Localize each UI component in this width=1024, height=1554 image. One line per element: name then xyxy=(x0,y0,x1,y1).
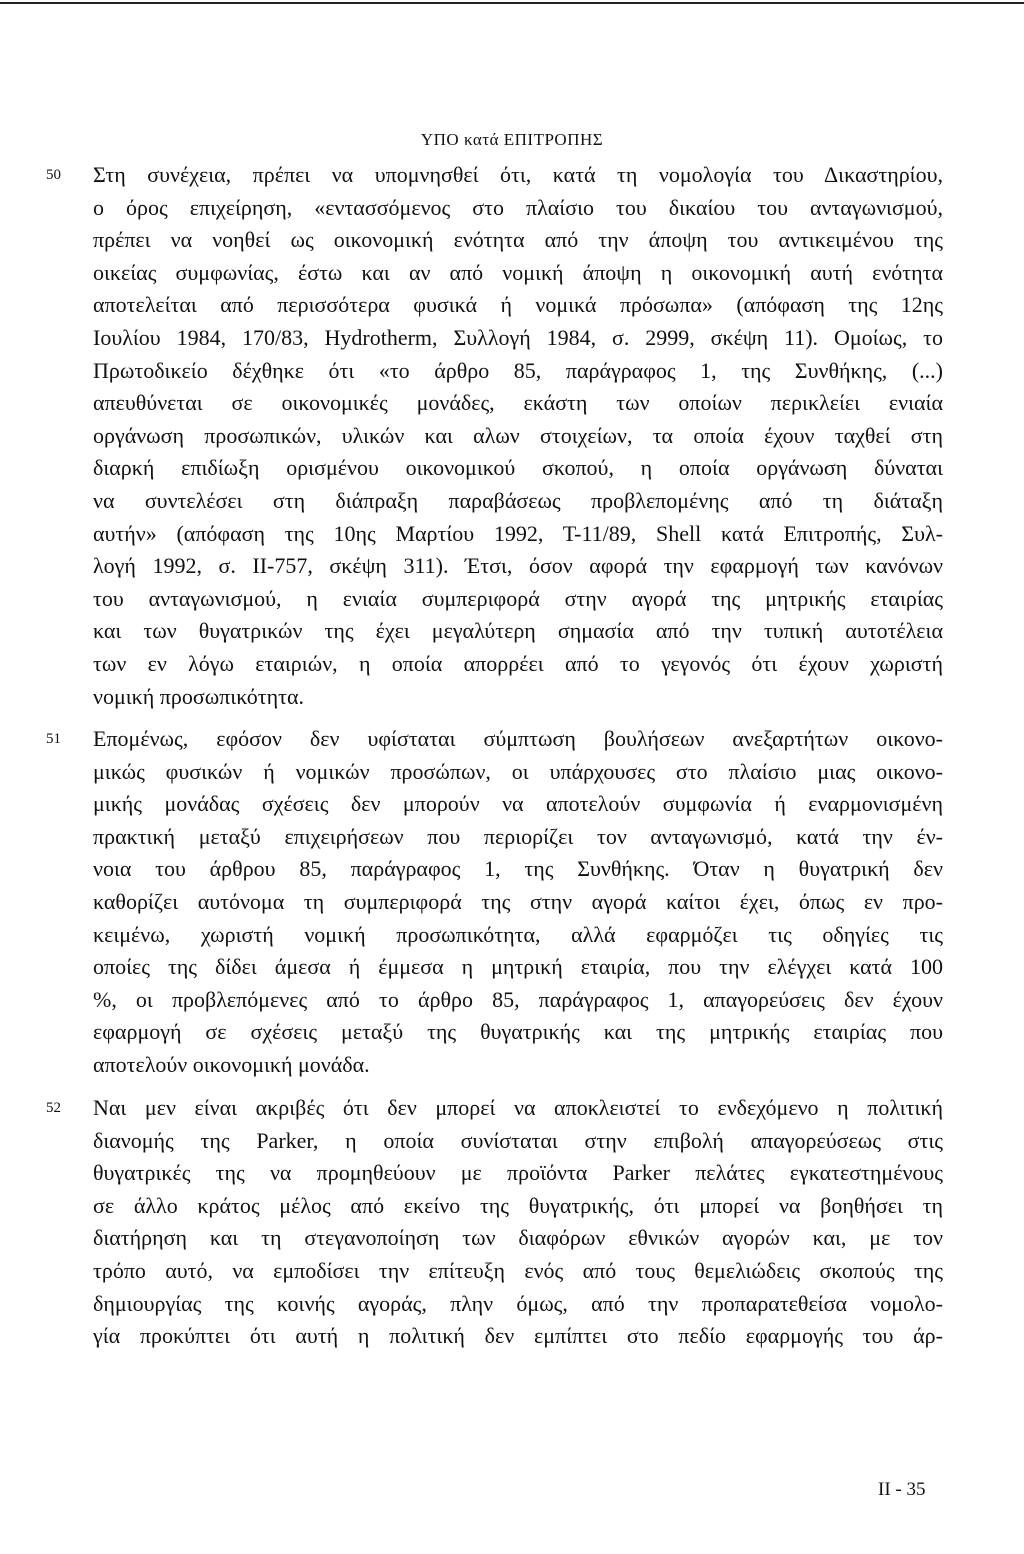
text-line: διατήρηση και τη στεγανοποίηση των διαφόρων εθνικών αγορών και, με τον xyxy=(93,1225,943,1251)
text-line: νοια του άρθρου 85, παράγραφος 1, της Συνθήκης. Όταν η θυγατρική δεν xyxy=(93,856,943,882)
text-line: οικείας συμφωνίας, έστω και αν από νομική άποψη η οικονομική αυτή ενότητα xyxy=(93,259,943,285)
text-line: καθορίζει αυτόνομα τη συμπεριφορά της στην αγορά καίτοι έχει, όπως εν προ- xyxy=(93,888,943,914)
top-rule xyxy=(0,2,1024,4)
paragraph-number: 52 xyxy=(46,1100,61,1116)
paragraph-number: 51 xyxy=(46,731,61,747)
text-line: διανομής της Parker, η οποία συνίσταται στην επιβολή απαγορεύσεως στις xyxy=(93,1127,943,1153)
paragraph-number: 50 xyxy=(46,167,61,183)
text-line: νομική προσωπικότητα. xyxy=(93,683,305,709)
text-line: του ανταγωνισμού, η ενιαία συμπεριφορά στην αγορά της μητρικής εταιρίας xyxy=(93,585,943,611)
text-line: εφαρμογή σε σχέσεις μεταξύ της θυγατρικής και της μητρικής εταιρίας που xyxy=(93,1019,943,1045)
text-line: διαρκή επιδίωξη ορισμένου οικονομικού σκοπού, η οποία οργάνωση δύναται xyxy=(93,455,943,481)
text-line: Πρωτοδικείο δέχθηκε ότι «το άρθρο 85, παράγραφος 1, της Συνθήκης, (...) xyxy=(93,357,943,383)
text-line: γία προκύπτει ότι αυτή η πολιτική δεν εμπίπτει στο πεδίο εφαρμογής του άρ- xyxy=(93,1323,943,1349)
text-line: πρακτική μεταξύ επιχειρήσεων που περιορίζει τον ανταγωνισμό, κατά την έν- xyxy=(93,823,943,849)
paragraph-text xyxy=(93,1092,943,1353)
text-line: μικής μονάδας σχέσεις δεν μπορούν να αποτελούν συμφωνία ή εναρμονισμένη xyxy=(93,791,943,817)
text-line: οποίες της δίδει άμεσα ή έμμεσα η μητρική εταιρία, που την ελέγχει κατά 100 xyxy=(93,954,943,980)
page-number: II - 35 xyxy=(878,1479,926,1500)
text-line: Στη συνέχεια, πρέπει να υπομνησθεί ότι, κατά τη νομολογία του Δικαστηρίου, xyxy=(93,162,943,187)
text-line: αποτελείται από περισσότερα φυσικά ή νομικά πρόσωπα» (απόφαση της 12ης xyxy=(93,292,943,318)
paragraph-text xyxy=(93,159,943,713)
text-line: λογή 1992, σ. II-757, σκέψη 311). Έτσι, όσον αφορά την εφαρμογή των κανόνων xyxy=(93,553,943,579)
text-line: %, οι προβλεπόμενες από το άρθρο 85, παράγραφος 1, απαγορεύσεις δεν έχουν xyxy=(93,986,943,1012)
text-line: μικώς φυσικών ή νομικών προσώπων, οι υπάρχουσες στο πλαίσιο μιας οικονο- xyxy=(93,758,943,784)
text-line: σε άλλο κράτος μέλος από εκείνο της θυγατρικής, ότι μπορεί να βοηθήσει τη xyxy=(93,1192,943,1218)
text-line: οργάνωση προσωπικών, υλικών και αλων στοιχείων, τα οποία έχουν ταχθεί στη xyxy=(93,422,943,448)
text-line: Ναι μεν είναι ακριβές ότι δεν μπορεί να αποκλειστεί το ενδεχόμενο η πολιτική xyxy=(93,1095,943,1120)
text-line: να συντελέσει στη διάπραξη παραβάσεως προβλεπομένης από τη διάταξη xyxy=(93,487,943,513)
text-line: πρέπει να νοηθεί ως οικονομική ενότητα από την άποψη του αντικειμένου της xyxy=(93,227,943,253)
text-line: τρόπο αυτό, να εμποδίσει την επίτευξη ενός από τους θεμελιώδεις σκοπούς της xyxy=(93,1257,943,1283)
text-line: των εν λόγω εταιριών, η οποία απορρέει από το γεγονός ότι έχουν χωριστή xyxy=(93,650,943,676)
text-line: κειμένω, χωριστή νομική προσωπικότητα, αλλά εφαρμόζει τις οδηγίες τις xyxy=(93,921,943,947)
text-line: δημιουργίας της κοινής αγοράς, πλην όμως, από την προπαρατεθείσα νομολο- xyxy=(93,1290,943,1316)
running-head: ΥΠΟ κατά ΕΠΙΤΡΟΠΗΣ xyxy=(420,130,604,149)
text-line: αυτήν» (απόφαση της 10ης Μαρτίου 1992, Τ-11/89, Shell κατά Επιτροπής, Συλ- xyxy=(93,520,943,546)
text-line: αποτελούν οικονομική μονάδα. xyxy=(93,1051,370,1077)
text-line: θυγατρικές της να προμηθεύουν με προϊόντα Parker πελάτες εγκατεστημένους xyxy=(93,1160,943,1186)
paragraph-text xyxy=(93,723,943,1082)
text-line: Επομένως, εφόσον δεν υφίσταται σύμπτωση βουλήσεων ανεξαρτήτων οικονο- xyxy=(93,726,943,751)
text-line: απευθύνεται σε οικονομικές μονάδες, εκάστη των οποίων περικλείει ενιαία xyxy=(93,390,943,416)
text-line: Ιουλίου 1984, 170/83, Hydrotherm, Συλλογή 1984, σ. 2999, σκέψη 11). Ομοίως, το xyxy=(93,324,943,350)
text-line: και των θυγατρικών της έχει μεγαλύτερη σημασία από την τυπική αυτοτέλεια xyxy=(93,618,943,644)
text-line: ο όρος επιχείρηση, «εντασσόμενος στο πλαίσιο του δικαίου του ανταγωνισμού, xyxy=(93,194,943,220)
